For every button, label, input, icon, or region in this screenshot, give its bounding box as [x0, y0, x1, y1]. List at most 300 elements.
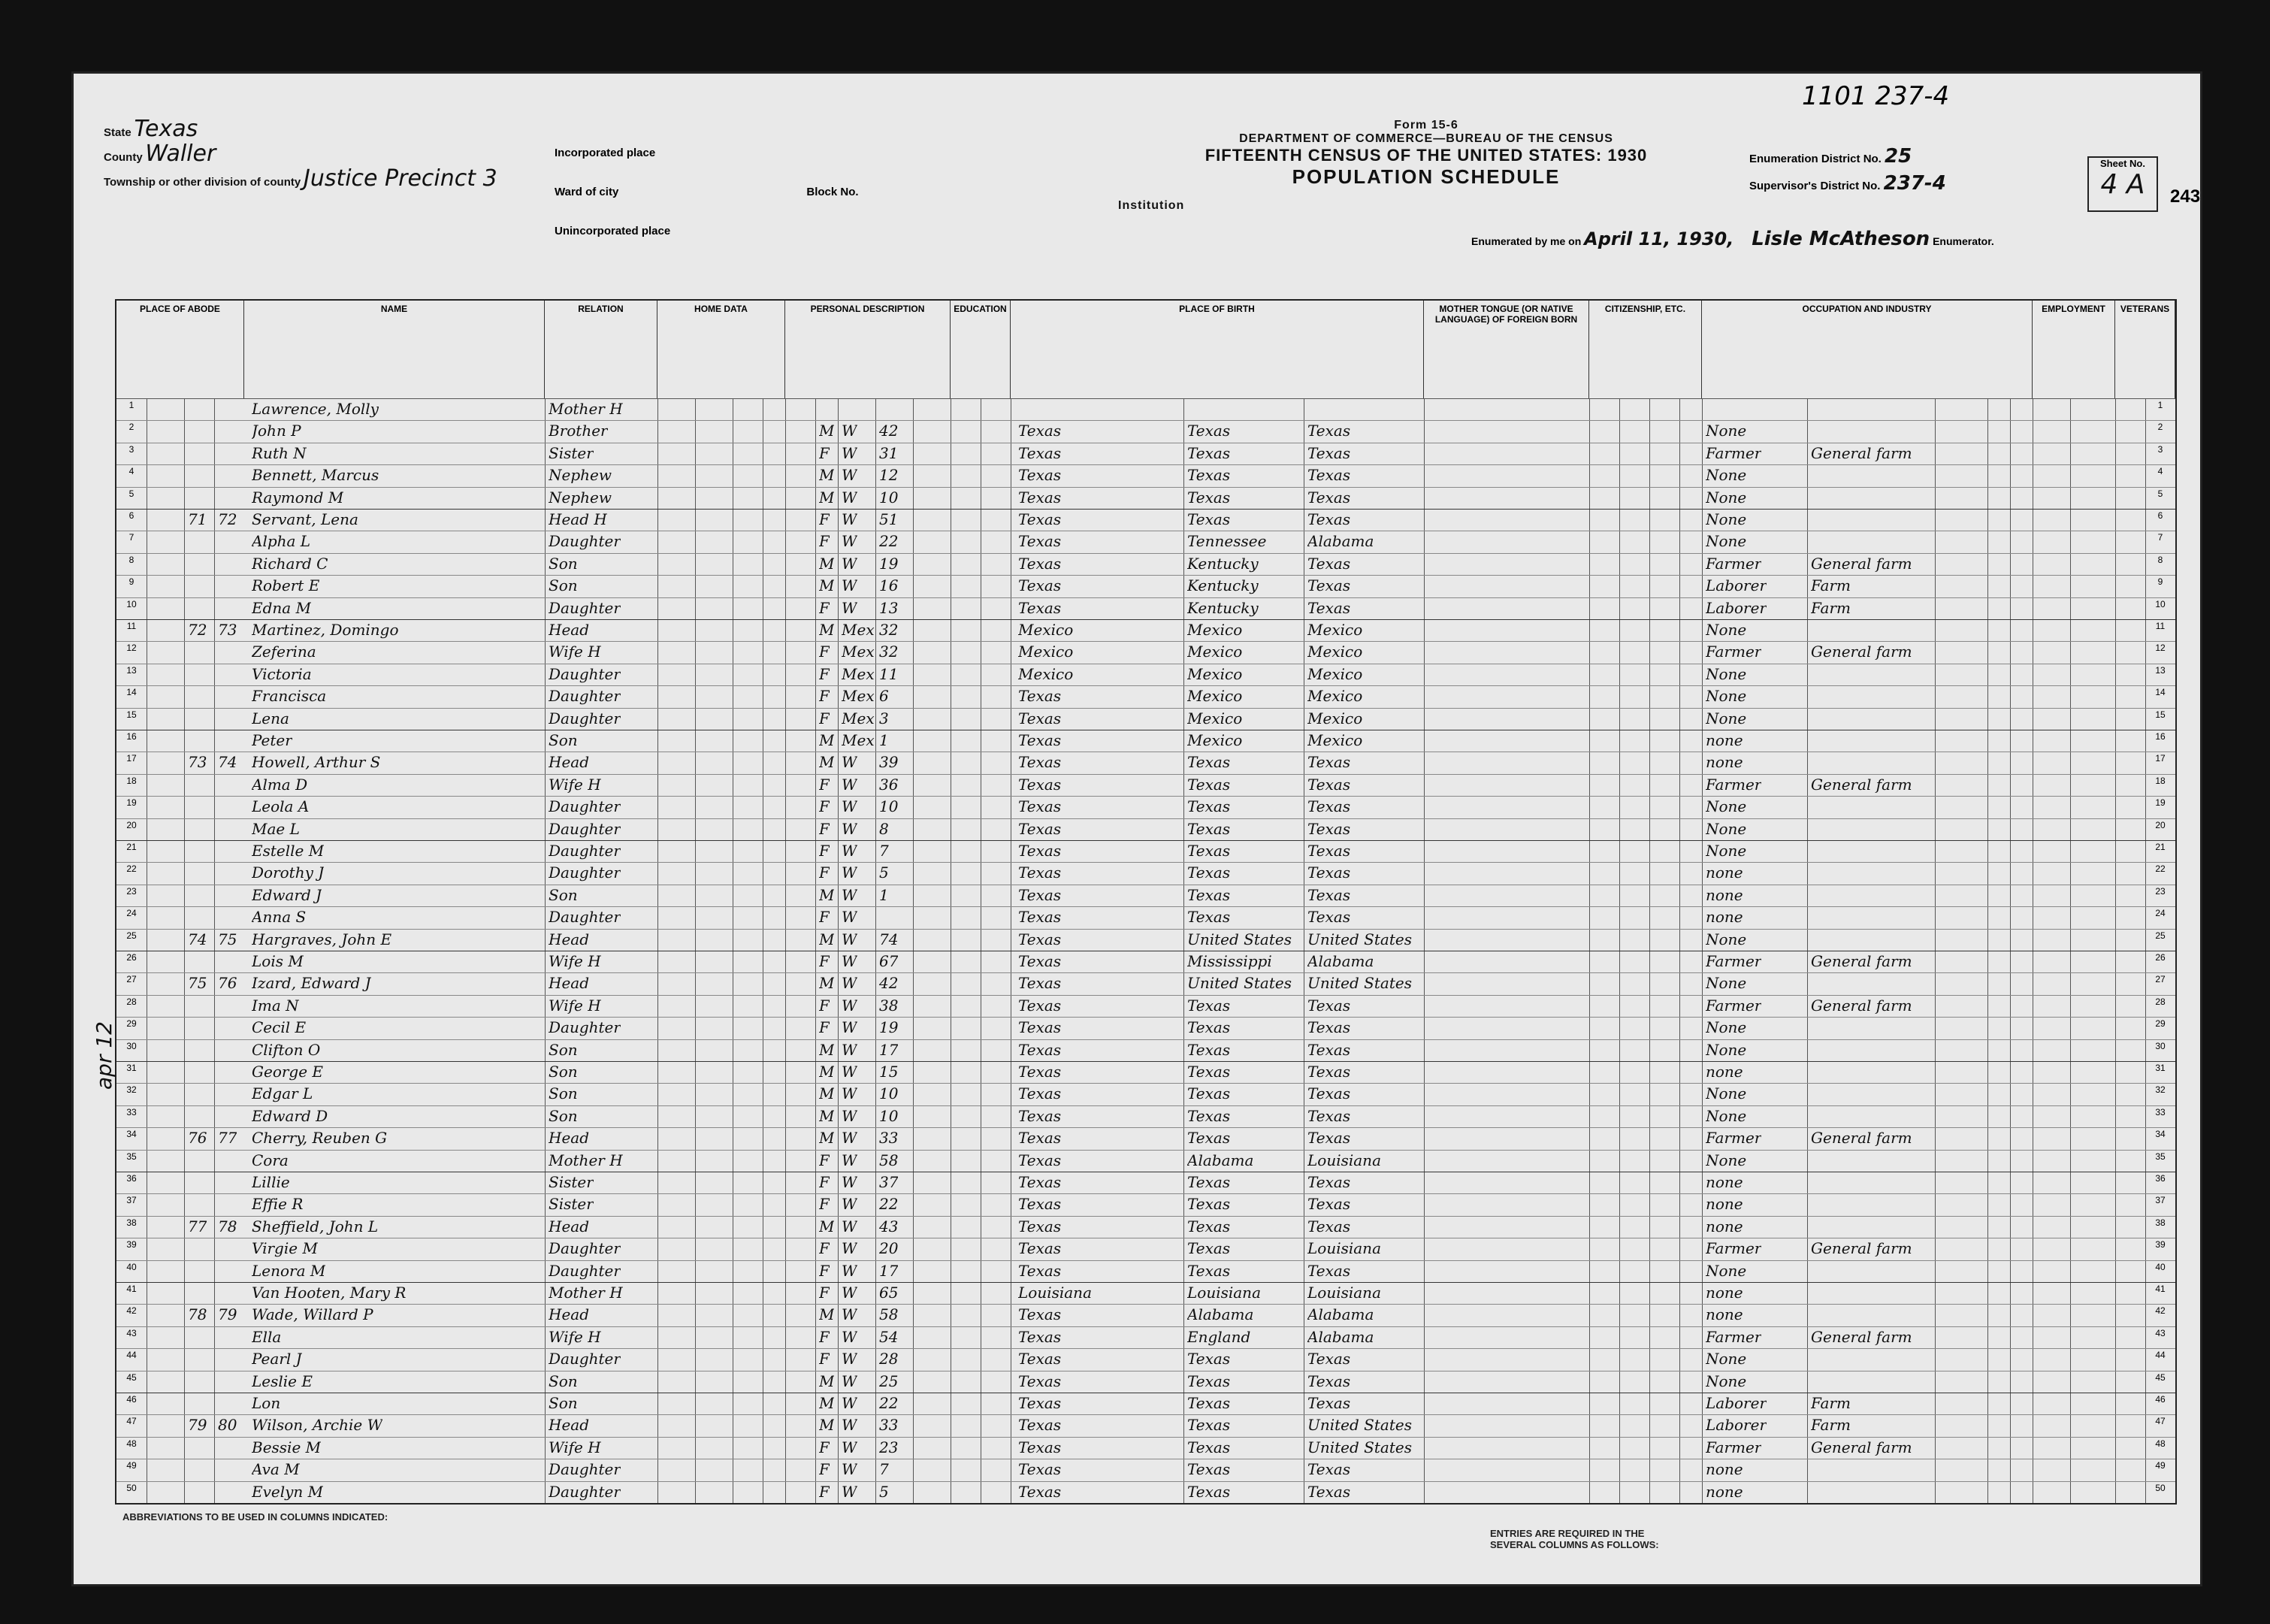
person-name: Clifton O — [252, 1040, 321, 1059]
sex: M — [819, 731, 835, 749]
race: W — [842, 1195, 857, 1214]
person-name: Lena — [252, 709, 289, 727]
age: 10 — [879, 488, 899, 507]
sex: F — [819, 797, 830, 816]
sex: M — [819, 1063, 835, 1081]
person-name: Ella — [252, 1327, 282, 1346]
sex: F — [819, 1327, 830, 1346]
sex: F — [819, 687, 830, 706]
occupation: Farmer — [1706, 996, 1762, 1015]
row-number-right: 28 — [2155, 996, 2166, 1007]
person-name: Servant, Lena — [252, 510, 358, 528]
father-birthplace: Texas — [1187, 488, 1231, 507]
occupation: none — [1706, 1482, 1743, 1501]
family-number: 80 — [218, 1416, 237, 1435]
row-number: 31 — [126, 1063, 137, 1073]
race: W — [842, 443, 857, 462]
birthplace: Texas — [1018, 797, 1062, 816]
race: W — [842, 753, 857, 772]
mother-birthplace: Texas — [1307, 885, 1351, 904]
mother-birthplace: Texas — [1307, 863, 1351, 882]
age: 1 — [879, 885, 889, 904]
mother-birthplace: Texas — [1307, 819, 1351, 838]
birthplace: Texas — [1018, 1195, 1062, 1214]
birthplace: Texas — [1018, 863, 1062, 882]
row-number: 40 — [126, 1261, 137, 1272]
page-stamp: 243 — [2170, 186, 2201, 207]
birthplace: Texas — [1018, 1327, 1062, 1346]
father-birthplace: Mississippi — [1187, 952, 1272, 970]
row-number-right: 29 — [2155, 1018, 2166, 1030]
birthplace: Mexico — [1018, 664, 1074, 683]
birthplace: Texas — [1018, 952, 1062, 970]
birthplace: Texas — [1018, 1261, 1062, 1280]
age: 17 — [879, 1261, 899, 1280]
age: 15 — [879, 1063, 899, 1081]
race: W — [842, 974, 857, 993]
dwelling-number: 76 — [188, 1129, 207, 1148]
table-row — [116, 464, 2175, 486]
relation: Wife H — [549, 775, 601, 794]
row-number-right: 26 — [2155, 952, 2166, 963]
person-name: Estelle M — [252, 842, 325, 860]
row-number-right: 40 — [2155, 1261, 2166, 1272]
occupation: None — [1706, 842, 1747, 860]
birthplace: Texas — [1018, 885, 1062, 904]
race: W — [842, 1129, 857, 1148]
birthplace: Mexico — [1018, 621, 1074, 639]
father-birthplace: Texas — [1187, 1371, 1231, 1390]
relation: Head H — [549, 510, 607, 528]
mother-birthplace: Texas — [1307, 1106, 1351, 1125]
industry: General farm — [1811, 1239, 1912, 1258]
father-birthplace: Texas — [1187, 1129, 1231, 1148]
enumerated-label: Enumerated by me on — [1471, 235, 1582, 247]
header-middle — [555, 134, 859, 251]
row-number: 1 — [128, 400, 135, 410]
row-number: 9 — [128, 576, 135, 588]
enum-district-value: 25 — [1885, 145, 1912, 168]
occupation: None — [1706, 1106, 1747, 1125]
birthplace: Texas — [1018, 819, 1062, 838]
county-value: Waller — [145, 141, 216, 167]
birthplace: Texas — [1018, 443, 1062, 462]
mother-birthplace: Louisiana — [1307, 1151, 1381, 1169]
mother-birthplace: Texas — [1307, 1217, 1351, 1235]
relation: Son — [549, 1106, 578, 1125]
race: W — [842, 554, 857, 573]
occupation: None — [1706, 1371, 1747, 1390]
industry: General farm — [1811, 996, 1912, 1015]
sex: F — [819, 1284, 830, 1302]
row-number-right: 31 — [2155, 1063, 2166, 1073]
incorporated-label: Incorporated place — [555, 147, 656, 159]
sex: M — [819, 1416, 835, 1435]
table-row — [116, 641, 2175, 663]
father-birthplace: Texas — [1187, 510, 1231, 528]
row-number: 12 — [126, 643, 137, 654]
row-number: 34 — [126, 1129, 137, 1140]
race: W — [842, 1173, 857, 1191]
father-birthplace: Texas — [1187, 1217, 1231, 1235]
relation: Daughter — [549, 687, 621, 706]
sex: F — [819, 1195, 830, 1214]
industry: General farm — [1811, 443, 1912, 462]
schedule-title: POPULATION SCHEDULE — [1292, 165, 1561, 188]
age: 1 — [879, 731, 889, 749]
mother-birthplace: Texas — [1307, 1084, 1351, 1103]
mother-birthplace: Alabama — [1307, 952, 1374, 970]
race: W — [842, 532, 857, 551]
age: 58 — [879, 1305, 899, 1324]
occupation: none — [1706, 1460, 1743, 1479]
birthplace: Texas — [1018, 1040, 1062, 1059]
race: W — [842, 576, 857, 595]
dwelling-number: 72 — [188, 621, 207, 639]
row-number: 7 — [128, 532, 135, 543]
race: W — [842, 775, 857, 794]
dwelling-number: 73 — [188, 753, 207, 772]
column-header: PLACE OF BIRTH — [1011, 301, 1424, 398]
row-number-right: 32 — [2155, 1084, 2166, 1096]
row-number-right: 33 — [2155, 1106, 2166, 1117]
mother-birthplace: Mexico — [1307, 731, 1363, 749]
father-birthplace: Texas — [1187, 1084, 1231, 1103]
birthplace: Texas — [1018, 488, 1062, 507]
relation: Nephew — [549, 488, 612, 507]
mother-birthplace: Mexico — [1307, 643, 1363, 661]
race: W — [842, 952, 857, 970]
mother-birthplace: Texas — [1307, 1040, 1351, 1059]
birthplace: Texas — [1018, 1217, 1062, 1235]
row-number: 44 — [126, 1350, 137, 1361]
relation: Head — [549, 621, 590, 639]
occupation: None — [1706, 1261, 1747, 1280]
table-row — [116, 1193, 2175, 1215]
occupation: Laborer — [1706, 576, 1767, 595]
row-number-right: 9 — [2157, 576, 2163, 588]
relation: Sister — [549, 1173, 594, 1191]
person-name: Effie R — [252, 1195, 304, 1214]
dwelling-number: 75 — [188, 974, 207, 993]
occupation: none — [1706, 1305, 1743, 1324]
row-number-right: 24 — [2155, 908, 2166, 919]
age: 32 — [879, 643, 899, 661]
father-birthplace: Texas — [1187, 1394, 1231, 1412]
census-sheet — [71, 71, 2202, 1586]
mother-birthplace: Mexico — [1307, 709, 1363, 727]
table-row — [116, 1348, 2175, 1370]
header-left — [104, 116, 497, 193]
table-row — [116, 774, 2175, 796]
enumerated-date: April 11, 1930, — [1584, 228, 1734, 249]
occupation: None — [1706, 532, 1747, 551]
occupation: None — [1706, 819, 1747, 838]
form-title — [1088, 119, 1764, 213]
row-number: 11 — [126, 621, 137, 631]
mother-birthplace: Texas — [1307, 443, 1351, 462]
race: W — [842, 1018, 857, 1037]
row-number: 38 — [126, 1217, 137, 1228]
table-row — [116, 1039, 2175, 1061]
row-number: 15 — [126, 709, 137, 720]
age: 23 — [879, 1438, 899, 1456]
mother-birthplace: United States — [1307, 974, 1412, 993]
occupation: Laborer — [1706, 598, 1767, 617]
age: 10 — [879, 797, 899, 816]
age: 28 — [879, 1350, 899, 1368]
person-name: Leslie E — [252, 1371, 313, 1390]
person-name: Raymond M — [252, 488, 344, 507]
person-name: Ava M — [252, 1460, 300, 1479]
family-number: 73 — [218, 621, 237, 639]
sex: F — [819, 1482, 830, 1501]
mother-birthplace: Mexico — [1307, 621, 1363, 639]
sheet-number-box — [2087, 156, 2158, 212]
row-number: 27 — [126, 974, 137, 985]
occupation: Farmer — [1706, 554, 1762, 573]
birthplace: Texas — [1018, 554, 1062, 573]
race: W — [842, 1151, 857, 1169]
mother-birthplace: Texas — [1307, 1371, 1351, 1390]
sex: M — [819, 974, 835, 993]
row-number: 30 — [126, 1040, 137, 1051]
mother-birthplace: Texas — [1307, 1063, 1351, 1081]
age: 36 — [879, 775, 899, 794]
state-value: Texas — [134, 116, 198, 142]
row-number-right: 50 — [2155, 1482, 2166, 1493]
birthplace: Texas — [1018, 1305, 1062, 1324]
person-name: Cora — [252, 1151, 289, 1169]
birthplace: Texas — [1018, 1129, 1062, 1148]
person-name: Bessie M — [252, 1438, 322, 1456]
abbreviations-title: ABBREVIATIONS TO BE USED IN COLUMNS INDICATED: — [122, 1511, 388, 1523]
birthplace: Texas — [1018, 930, 1062, 948]
table-row — [116, 509, 2175, 531]
birthplace: Mexico — [1018, 643, 1074, 661]
row-number-right: 39 — [2155, 1239, 2166, 1251]
table-row — [116, 1238, 2175, 1260]
industry: Farm — [1811, 1416, 1851, 1435]
table-row — [116, 972, 2175, 994]
sex: M — [819, 930, 835, 948]
mother-birthplace: United States — [1307, 1416, 1412, 1435]
table-row — [116, 553, 2175, 575]
supervisor-value: 237-4 — [1883, 172, 1946, 195]
dwelling-number: 74 — [188, 930, 207, 948]
industry: General farm — [1811, 643, 1912, 661]
race: W — [842, 1394, 857, 1412]
header-right — [1749, 104, 1946, 195]
race: W — [842, 819, 857, 838]
mother-birthplace: Texas — [1307, 996, 1351, 1015]
dwelling-number: 79 — [188, 1416, 207, 1435]
relation: Daughter — [549, 797, 621, 816]
row-number: 35 — [126, 1151, 137, 1162]
relation: Son — [549, 1040, 578, 1059]
industry: Farm — [1811, 1394, 1851, 1412]
sex: F — [819, 908, 830, 927]
table-row — [116, 597, 2175, 619]
table-row — [116, 708, 2175, 730]
relation: Wife H — [549, 1438, 601, 1456]
person-name: Mae L — [252, 819, 300, 838]
person-name: Howell, Arthur S — [252, 753, 381, 772]
occupation: Farmer — [1706, 643, 1762, 661]
row-number-right: 2 — [2157, 422, 2163, 433]
relation: Son — [549, 576, 578, 595]
age: 13 — [879, 598, 899, 617]
mother-birthplace: United States — [1307, 1438, 1412, 1456]
race: W — [842, 863, 857, 882]
row-number-right: 25 — [2155, 930, 2166, 941]
row-number-right: 12 — [2155, 643, 2166, 654]
age: 74 — [879, 930, 899, 948]
age: 10 — [879, 1084, 899, 1103]
industry: Farm — [1811, 576, 1851, 595]
birthplace: Texas — [1018, 687, 1062, 706]
relation: Mother H — [549, 400, 623, 418]
age: 39 — [879, 753, 899, 772]
table-row — [116, 818, 2175, 840]
race: W — [842, 1438, 857, 1456]
row-number-right: 16 — [2155, 731, 2166, 742]
relation: Brother — [549, 422, 608, 440]
person-name: Lenora M — [252, 1261, 326, 1280]
county-label: County — [104, 151, 143, 164]
birthplace: Texas — [1018, 1394, 1062, 1412]
state-label: State — [104, 126, 131, 139]
person-name: Robert E — [252, 576, 320, 595]
person-name: Edna M — [252, 598, 312, 617]
row-number: 46 — [126, 1394, 137, 1405]
occupation: None — [1706, 1350, 1747, 1368]
father-birthplace: Mexico — [1187, 643, 1243, 661]
mother-birthplace: Texas — [1307, 1173, 1351, 1191]
father-birthplace: Kentucky — [1187, 598, 1259, 617]
father-birthplace: Alabama — [1187, 1305, 1254, 1324]
column-header: EMPLOYMENT — [2033, 301, 2115, 398]
table-row — [116, 1017, 2175, 1039]
table-row — [116, 1150, 2175, 1172]
birthplace: Texas — [1018, 842, 1062, 860]
relation: Daughter — [549, 1350, 621, 1368]
ward-label: Ward of city — [555, 186, 619, 198]
relation: Wife H — [549, 643, 601, 661]
table-row — [116, 664, 2175, 685]
age: 43 — [879, 1217, 899, 1235]
row-number-right: 44 — [2155, 1350, 2166, 1361]
father-birthplace: Mexico — [1187, 664, 1243, 683]
occupation: None — [1706, 930, 1747, 948]
age: 17 — [879, 1040, 899, 1059]
person-name: Wilson, Archie W — [252, 1416, 383, 1435]
occupation: none — [1706, 1284, 1743, 1302]
relation: Son — [549, 885, 578, 904]
sex: F — [819, 819, 830, 838]
person-name: Sheffield, John L — [252, 1217, 379, 1235]
occupation: none — [1706, 1173, 1743, 1191]
race: W — [842, 797, 857, 816]
mother-birthplace: Texas — [1307, 576, 1351, 595]
relation: Head — [549, 974, 590, 993]
person-name: John P — [252, 422, 301, 440]
father-birthplace: Mexico — [1187, 621, 1243, 639]
mother-birthplace: Texas — [1307, 1460, 1351, 1479]
row-number: 20 — [126, 819, 137, 830]
father-birthplace: Texas — [1187, 466, 1231, 485]
age: 19 — [879, 554, 899, 573]
column-header: PLACE OF ABODE — [116, 301, 244, 398]
occupation: Farmer — [1706, 775, 1762, 794]
sex: F — [819, 1438, 830, 1456]
occupation: Farmer — [1706, 1327, 1762, 1346]
father-birthplace: Texas — [1187, 1438, 1231, 1456]
sex: F — [819, 443, 830, 462]
occupation: Farmer — [1706, 1438, 1762, 1456]
birthplace: Texas — [1018, 1438, 1062, 1456]
table-row — [116, 906, 2175, 928]
sex: M — [819, 1394, 835, 1412]
occupation: None — [1706, 709, 1747, 727]
occupation: None — [1706, 1151, 1747, 1169]
race: W — [842, 1261, 857, 1280]
occupation: none — [1706, 863, 1743, 882]
census-grid — [115, 299, 2177, 1505]
age: 37 — [879, 1173, 899, 1191]
race: W — [842, 908, 857, 927]
entries-title: ENTRIES ARE REQUIRED IN THE SEVERAL COLUMNS AS FOLLOWS: — [1490, 1528, 1659, 1550]
birthplace: Texas — [1018, 974, 1062, 993]
age: 38 — [879, 996, 899, 1015]
person-name: Alpha L — [252, 532, 311, 551]
sex: F — [819, 1460, 830, 1479]
occupation: None — [1706, 664, 1747, 683]
unincorporated-label: Unincorporated place — [555, 225, 671, 237]
form-number: Form 15-6 — [1394, 119, 1458, 132]
enumerator-name: Lisle McAtheson — [1752, 228, 1930, 250]
sex: M — [819, 621, 835, 639]
age: 11 — [879, 664, 899, 683]
row-number-right: 3 — [2157, 443, 2163, 455]
birthplace: Texas — [1018, 908, 1062, 927]
father-birthplace: Texas — [1187, 1018, 1231, 1037]
age: 8 — [879, 819, 889, 838]
mother-birthplace: Texas — [1307, 842, 1351, 860]
occupation: None — [1706, 1084, 1747, 1103]
row-number: 17 — [126, 753, 137, 764]
birthplace: Louisiana — [1018, 1284, 1092, 1302]
father-birthplace: Kentucky — [1187, 554, 1259, 573]
birthplace: Texas — [1018, 709, 1062, 727]
column-header: VETERANS — [2115, 301, 2175, 398]
father-birthplace: Kentucky — [1187, 576, 1259, 595]
sex: F — [819, 1239, 830, 1258]
relation: Nephew — [549, 466, 612, 485]
row-number-right: 47 — [2155, 1416, 2166, 1427]
occupation: Farmer — [1706, 1239, 1762, 1258]
father-birthplace: Louisiana — [1187, 1284, 1261, 1302]
row-number-right: 17 — [2155, 753, 2166, 764]
relation: Head — [549, 1217, 590, 1235]
row-number: 41 — [126, 1284, 137, 1294]
row-number: 6 — [128, 510, 135, 521]
occupation: None — [1706, 510, 1747, 528]
race: Mex — [842, 709, 875, 727]
row-number-right: 27 — [2155, 974, 2166, 985]
age: 19 — [879, 1018, 899, 1037]
race: W — [842, 488, 857, 507]
